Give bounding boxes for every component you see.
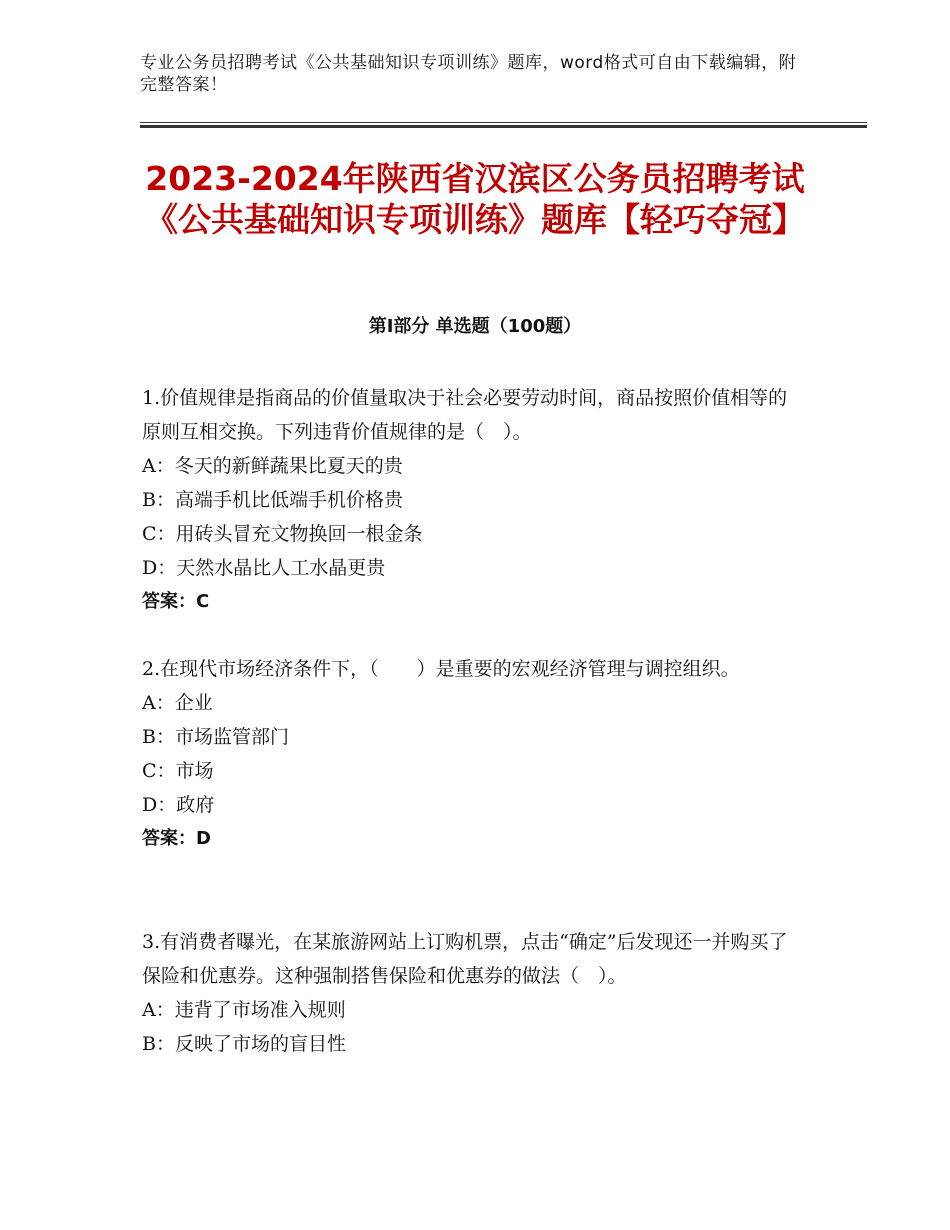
question-2 [142,652,802,856]
question-stem: 3.有消费者曝光，在某旅游网站上订购机票，点击“确定”后发现还一并购买了保险和优惠券。这种强制搭售保险和优惠券的做法（ ）。 [142,931,788,987]
option-b: B：反映了市场的盲目性 [142,1033,346,1055]
option-a: A：企业 [142,692,213,714]
option-d: D：天然水晶比人工水晶更贵 [142,557,386,579]
option-c: C：市场 [142,760,214,782]
option-b: B：市场监管部门 [142,726,289,748]
option-d: D：政府 [142,794,215,816]
header-divider-thin [140,122,867,123]
answer-line: 答案：D [142,828,211,849]
option-a: A：冬天的新鲜蔬果比夏天的贵 [142,455,403,477]
header-divider-thick [140,125,867,128]
option-b: B：高端手机比低端手机价格贵 [142,489,403,511]
header-note: 专业公务员招聘考试《公共基础知识专项训练》题库，word格式可自由下载编辑，附完整答案！ [140,53,797,95]
question-1 [142,381,802,619]
question-stem: 2.在现代市场经济条件下，（ ）是重要的宏观经济管理与调控组织。 [142,658,740,680]
document-title: 2023-2024年陕西省汉滨区公务员招聘考试《公共基础知识专项训练》题库【轻巧夺冠】 [145,159,805,239]
question-3 [142,925,802,1061]
question-stem: 1.价值规律是指商品的价值量取决于社会必要劳动时间，商品按照价值相等的原则互相交换。下列违背价值规律的是（ ）。 [142,387,788,443]
answer-line: 答案：C [142,591,210,612]
option-c: C：用砖头冒充文物换回一根金条 [142,523,423,545]
section-heading: 第Ⅰ部分 单选题（100题） [368,316,582,337]
option-a: A：违背了市场准入规则 [142,999,346,1021]
